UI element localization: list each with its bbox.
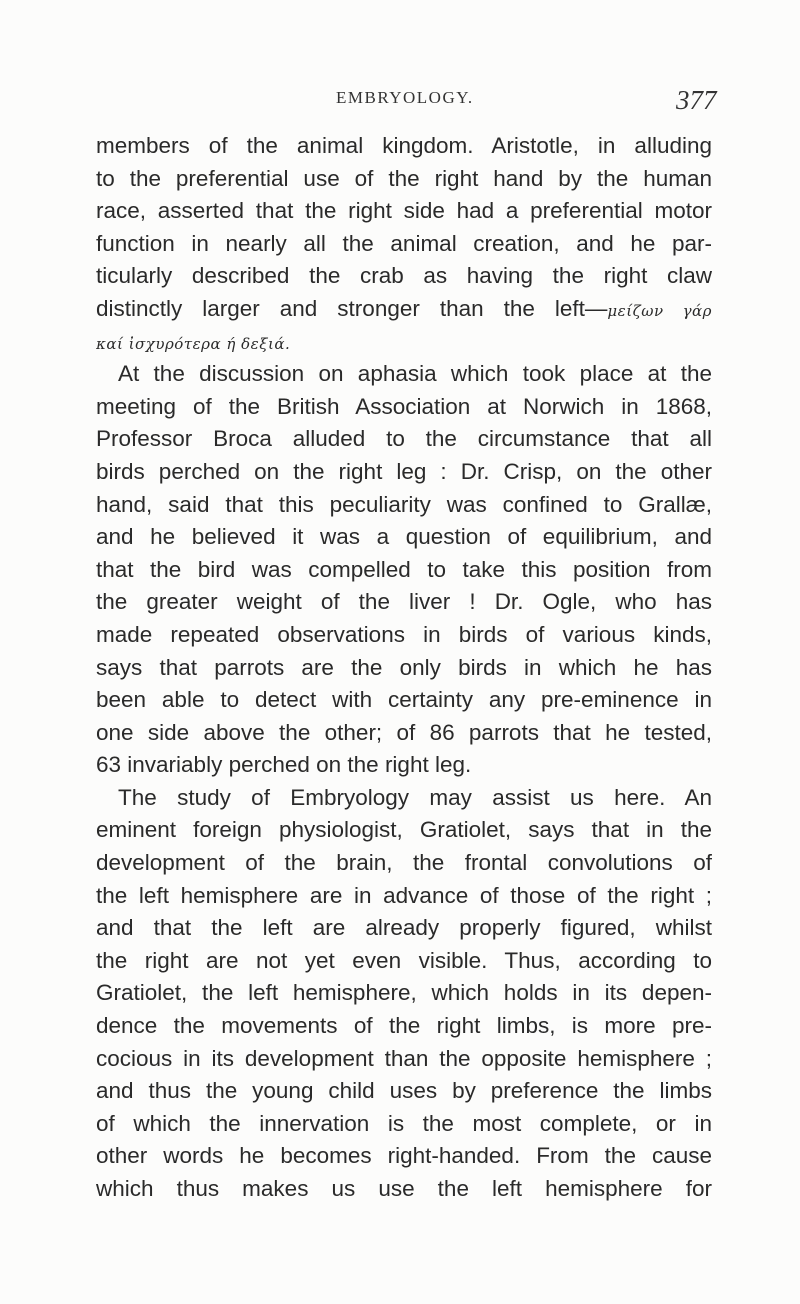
- paragraph-start: At the discussion on aphasia which took place at the: [118, 361, 712, 387]
- text-line: other words he becomes right-handed. From the cause: [96, 1143, 712, 1169]
- greek-quote: καί ἰσχυρότερα ή δεξιά.: [96, 334, 291, 353]
- text-line: meeting of the British Association at Norwich in 1868,: [96, 393, 712, 419]
- text-line: ticularly described the crab as having the right claw: [96, 263, 712, 289]
- text-line: that the bird was compelled to take this position from: [96, 556, 712, 582]
- text-line: to the preferential use of the right hand by the human: [96, 165, 712, 191]
- text-line: which thus makes us use the left hemisphere for: [96, 1176, 712, 1201]
- text-line: says that parrots are the only birds in which he has: [96, 654, 712, 680]
- text-line: and that the left are already properly figured, whilst: [96, 915, 712, 941]
- paragraph-start: The study of Embryology may assist us here. An: [118, 784, 712, 810]
- page-number: 377: [676, 85, 717, 115]
- body-text: [96, 130, 712, 1206]
- text-line: and thus the young child uses by preference the limbs: [96, 1078, 712, 1104]
- greek-quote: μείζων γάρ: [607, 301, 712, 320]
- greek-line: [96, 326, 712, 359]
- text-line: Gratiolet, the left hemisphere, which holds in its depen-: [96, 980, 712, 1006]
- text-line: race, asserted that the right side had a preferential motor: [96, 198, 712, 224]
- text-line: members of the animal kingdom. Aristotle, in alluding: [96, 133, 712, 158]
- text-line: of which the innervation is the most complete, or in: [96, 1110, 712, 1136]
- running-head: [0, 86, 800, 114]
- text-line: and he believed it was a question of equilibrium, and: [96, 524, 712, 550]
- text-line: dence the movements of the right limbs, is more pre-: [96, 1013, 712, 1039]
- text-line: made repeated observations in birds of various kinds,: [96, 621, 712, 647]
- text-line: eminent foreign physiologist, Gratiolet, says that in the: [96, 817, 712, 843]
- text-line: 63 invariably perched on the right leg.: [96, 752, 472, 778]
- text-line: hand, said that this peculiarity was confined to Grallæ,: [96, 491, 712, 517]
- text-line: been able to detect with certainty any pre-eminence in: [96, 687, 712, 713]
- text-line: birds perched on the right leg : Dr. Crisp, on the other: [96, 458, 712, 484]
- text-line: the greater weight of the liver ! Dr. Ogle, who has: [96, 589, 712, 615]
- text-line-with-greek: [96, 293, 712, 326]
- text-line: the left hemisphere are in advance of those of the right ;: [96, 882, 712, 908]
- running-title: EMBRYOLOGY.: [336, 88, 474, 107]
- text-line: one side above the other; of 86 parrots that he tested,: [96, 719, 712, 745]
- text-line: function in nearly all the animal creation, and he par-: [96, 230, 712, 256]
- text-line: development of the brain, the frontal convolutions of: [96, 850, 712, 876]
- text-line: Professor Broca alluded to the circumstance that all: [96, 426, 712, 452]
- text-segment: distinctly larger and stronger than the left—: [96, 295, 608, 321]
- text-line: cocious in its development than the opposite hemisphere ;: [96, 1045, 712, 1071]
- text-line: the right are not yet even visible. Thus, according to: [96, 947, 712, 973]
